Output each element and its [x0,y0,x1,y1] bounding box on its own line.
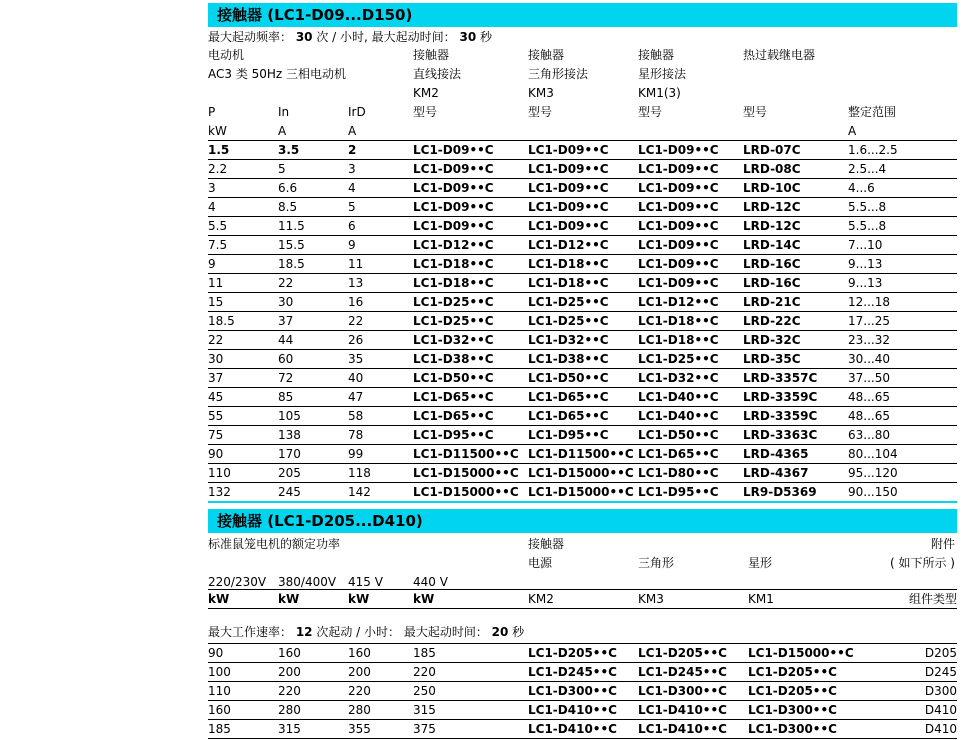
table-row [208,349,957,368]
table-row [208,178,957,197]
text-segment: 次起动 / 小时： 最大起动时间： [312,625,492,639]
cell: 6.6 [278,180,298,195]
cell: 2.5...4 [848,161,887,176]
unit-a-label: A [848,124,857,138]
cell: LC1-D15000••C [748,645,854,660]
value-start-time: 20 [491,625,509,639]
contactor-group-label: 接触器 [413,48,450,62]
cell: LC1-D245••C [638,664,727,679]
cell: 3 [208,180,216,195]
cell: D410 [924,721,957,736]
cell: LC1-D50••C [638,427,719,442]
cell: LC1-D09••C [413,218,494,233]
unit-kw-label: kW [413,592,435,606]
table-row [208,311,957,330]
cell: 220 [278,683,301,698]
cell: LC1-D205••C [748,683,837,698]
km1-label: KM1(3) [638,86,681,100]
cell: 315 [278,721,301,736]
km3-label: KM3 [638,592,664,606]
cell: D410 [924,702,957,717]
cell: 17...25 [848,313,890,328]
cell: 132 [208,484,231,499]
cell: 185 [413,645,436,660]
cell: 142 [348,484,371,499]
cell: 22 [348,313,364,328]
cell: 90 [208,645,224,660]
cell: LC1-D15000••C [413,465,519,480]
voltage-header: 415 V [348,575,383,589]
cell: LC1-D18••C [528,275,609,290]
cell: LRD-12C [743,218,801,233]
cell: LC1-D12••C [413,237,494,252]
table1-bottom-rule [208,501,957,503]
cell: 55 [208,408,224,423]
cell: D300 [924,683,957,698]
cell: 5.5...8 [848,218,887,233]
cell: 5 [348,199,356,214]
cell: LC1-D25••C [528,294,609,309]
cell: LRD-35C [743,351,801,366]
cell: 11 [208,275,224,290]
cell: LC1-D95••C [528,427,609,442]
cell: 8.5 [278,199,298,214]
component-type-label: 组件类型 [908,592,957,606]
cell: LC1-D18••C [638,332,719,347]
km2-label: KM2 [528,592,554,606]
cell: 4...6 [848,180,875,195]
cell: D205 [924,645,957,660]
cell: LC1-D205••C [748,664,837,679]
cell: LC1-D09••C [638,256,719,271]
cell: LC1-D15000••C [528,484,634,499]
cell: 110 [208,683,231,698]
cell: LRD-14C [743,237,801,252]
cell: LC1-D80••C [638,465,719,480]
cell: 3.5 [278,142,300,157]
cell: 250 [413,683,436,698]
contactor-group-label: 接触器 [528,48,565,62]
column-header-in: In [278,105,290,119]
cell: LRD-3363C [743,427,818,442]
cell: 2.2 [208,161,228,176]
cell: 18.5 [278,256,305,271]
cell: 72 [278,370,294,385]
table-row [208,387,957,406]
cell: LC1-D09••C [528,142,609,157]
cell: 200 [278,664,301,679]
cell: 85 [278,389,294,404]
cell: LRD-22C [743,313,801,328]
unit-a-label: A [278,124,287,138]
cell: 9...13 [848,275,883,290]
cell: LC1-D09••C [413,180,494,195]
cell: LC1-D32••C [528,332,609,347]
cell: LRD-32C [743,332,801,347]
table-row [208,159,957,178]
cell: 37...50 [848,370,890,385]
table-row [208,273,957,292]
cell: LC1-D32••C [638,370,719,385]
cell: 7.5 [208,237,228,252]
cell: LRD-10C [743,180,801,195]
cell: LC1-D09••C [638,218,719,233]
cell: 170 [278,446,301,461]
cell: LRD-4367 [743,465,809,480]
cell: 48...65 [848,408,890,423]
cell: LC1-D09••C [413,161,494,176]
text-segment: 秒 [476,30,492,44]
table-row [208,463,957,482]
unit-a-label: A [348,124,357,138]
cell: LC1-D300••C [748,721,837,736]
cell: LRD-08C [743,161,801,176]
table-row [208,643,957,662]
cell: 100 [208,664,231,679]
cell: 58 [348,408,364,423]
max-operating-rate-line [208,625,524,640]
rated-power-label: 标准鼠笼电机的额定功率 [208,537,341,551]
cell: 205 [278,465,301,480]
cell: 118 [348,465,371,480]
cell: 75 [208,427,224,442]
table-row [208,444,957,463]
cell: 60 [278,351,294,366]
cell: 22 [208,332,224,347]
unit-kw-label: kW [208,592,230,606]
contactor-table-1 [208,140,957,501]
km2-label: KM2 [413,86,439,100]
column-header-model: 型号 [413,105,438,119]
kw-header-row [208,589,957,609]
value-start-rate: 30 [295,30,313,44]
line-connection-label: 直线接法 [413,67,462,81]
cell: LC1-D40••C [638,389,719,404]
overload-relay-label: 热过载继电器 [743,48,816,62]
voltage-header: 220/230V [208,575,267,589]
cell: LC1-D09••C [528,218,609,233]
cell: 37 [278,313,294,328]
delta-connection-label: 三角形接法 [528,67,589,81]
cell: LC1-D410••C [638,721,727,736]
cell: 30 [278,294,294,309]
table-row [208,700,957,719]
cell: LRD-3359C [743,389,818,404]
cell: LC1-D15000••C [413,484,519,499]
cell: 1.5 [208,142,230,157]
voltage-header: 440 V [413,575,448,589]
table2-bottom-rule [208,738,957,739]
cell: LC1-D205••C [638,645,727,660]
cell: 99 [348,446,364,461]
text-segment: 秒 [508,625,525,639]
cell: 45 [208,389,224,404]
cell: LC1-D18••C [413,256,494,271]
table-row [208,292,957,311]
text-segment: 次 / 小时, 最大起动时间： [312,30,460,44]
cell: LC1-D09••C [638,275,719,290]
table-row [208,719,957,738]
cell: LC1-D65••C [528,389,609,404]
motor-type-label: AC3 类 50Hz 三相电动机 [208,67,347,81]
section1-title-bar [208,3,957,27]
cell: 80...104 [848,446,898,461]
cell: LC1-D245••C [528,664,617,679]
cell: LC1-D65••C [413,408,494,423]
cell: 40 [348,370,364,385]
cell: 37 [208,370,224,385]
cell: LC1-D65••C [638,446,719,461]
cell: LC1-D09••C [413,199,494,214]
cell: 9...13 [848,256,883,271]
cell: 9 [208,256,216,271]
cell: 315 [413,702,436,717]
cell: LC1-D18••C [638,313,719,328]
cell: 63...80 [848,427,890,442]
contactor-table-2 [208,643,957,738]
cell: 280 [278,702,301,717]
accessory-sub-label: ( 如下所示 ) [890,556,955,570]
cell: 160 [348,645,371,660]
cell: 7...10 [848,237,883,252]
star-connection-label: 星形接法 [638,67,687,81]
cell: 47 [348,389,364,404]
cell: LC1-D50••C [413,370,494,385]
cell: LC1-D410••C [528,702,617,717]
max-start-frequency-line [208,30,492,45]
text-segment: 最大起动频率： [208,30,296,44]
cell: 220 [413,664,436,679]
cell: LC1-D65••C [413,389,494,404]
cell: LC1-D410••C [528,721,617,736]
table-row [208,216,957,235]
section2-title-bar [208,509,957,533]
cell: 245 [278,484,301,499]
cell: 30...40 [848,351,890,366]
cell: LC1-D95••C [638,484,719,499]
table-row [208,425,957,444]
cell: LC1-D40••C [638,408,719,423]
voltage-header: 380/400V [278,575,337,589]
table-row [208,662,957,681]
cell: LRD-16C [743,275,801,290]
value-start-time: 30 [459,30,477,44]
table-row [208,681,957,700]
cell: LC1-D25••C [413,294,494,309]
cell: 5.5...8 [848,199,887,214]
accessory-label: 附件 [930,537,955,551]
cell: 44 [278,332,294,347]
unit-kw-label: kW [278,592,300,606]
cell: LC1-D300••C [528,683,617,698]
cell: LC1-D25••C [638,351,719,366]
column-header-p: P [208,105,216,119]
cell: 13 [348,275,364,290]
value-operating-rate: 12 [295,625,313,639]
table-row [208,368,957,387]
cell: 1.6...2.5 [848,142,898,157]
cell: LRD-07C [743,142,801,157]
cell: 48...65 [848,389,890,404]
cell: LC1-D09••C [413,142,494,157]
table-row [208,197,957,216]
table-row [208,254,957,273]
cell: LC1-D09••C [528,180,609,195]
cell: LRD-3359C [743,408,818,423]
cell: LC1-D410••C [638,702,727,717]
column-header-model: 型号 [743,105,768,119]
cell: LC1-D09••C [528,161,609,176]
table-row [208,482,957,501]
cell: 9 [348,237,356,252]
cell: 5.5 [208,218,228,233]
cell: 355 [348,721,371,736]
cell: 200 [348,664,371,679]
table-row [208,406,957,425]
km3-label: KM3 [528,86,554,100]
table-row [208,235,957,254]
cell: 4 [348,180,356,195]
star-label: 星形 [748,556,773,570]
cell: LC1-D09••C [638,142,719,157]
cell: 15 [208,294,224,309]
cell: 90...150 [848,484,898,499]
column-header-model: 型号 [638,105,663,119]
cell: 11 [348,256,364,271]
cell: 16 [348,294,364,309]
cell: 220 [348,683,371,698]
cell: LC1-D65••C [528,408,609,423]
cell: LC1-D12••C [528,237,609,252]
text-segment: 最大工作速率： [208,625,296,639]
cell: 280 [348,702,371,717]
cell: LC1-D25••C [528,313,609,328]
cell: LC1-D32••C [413,332,494,347]
cell: 11.5 [278,218,305,233]
cell: LC1-D38••C [528,351,609,366]
cell: 95...120 [848,465,898,480]
cell: LC1-D12••C [638,294,719,309]
cell: LC1-D11500••C [413,446,519,461]
contactor-group-label: 接触器 [638,48,675,62]
cell: 4 [208,199,216,214]
cell: LRD-12C [743,199,801,214]
cell: LR9-D5369 [743,484,817,499]
section2-title: 接触器 (LC1-D205...D410) [217,512,423,530]
km1-label: KM1 [748,592,774,606]
cell: LC1-D300••C [748,702,837,717]
cell: 185 [208,721,231,736]
cell: 138 [278,427,301,442]
cell: LC1-D09••C [638,199,719,214]
cell: LC1-D95••C [413,427,494,442]
cell: LRD-3357C [743,370,818,385]
cell: LC1-D18••C [413,275,494,290]
unit-kw-label: kW [348,592,370,606]
cell: LC1-D18••C [528,256,609,271]
cell: 26 [348,332,364,347]
cell: LC1-D205••C [528,645,617,660]
cell: 110 [208,465,231,480]
unit-kw-label: kW [208,124,227,138]
cell: LC1-D50••C [528,370,609,385]
cell: 22 [278,275,294,290]
motor-group-label: 电动机 [208,48,245,62]
cell: LRD-16C [743,256,801,271]
column-header-model: 型号 [528,105,553,119]
delta-label: 三角形 [638,556,675,570]
cell: 18.5 [208,313,235,328]
cell: 78 [348,427,364,442]
cell: 105 [278,408,301,423]
cell: LC1-D15000••C [528,465,634,480]
cell: LC1-D38••C [413,351,494,366]
cell: 90 [208,446,224,461]
cell: LRD-21C [743,294,801,309]
cell: 23...32 [848,332,890,347]
cell: D245 [924,664,957,679]
cell: 3 [348,161,356,176]
cell: 15.5 [278,237,305,252]
cell: 35 [348,351,364,366]
table-row [208,140,957,159]
cell: 30 [208,351,224,366]
cell: LC1-D25••C [413,313,494,328]
column-header-ird: IrD [348,105,366,119]
column-header-range: 整定范围 [848,105,897,119]
cell: LC1-D09••C [638,161,719,176]
cell: LC1-D09••C [528,199,609,214]
section1-title: 接触器 (LC1-D09...D150) [217,6,413,24]
cell: 160 [208,702,231,717]
table-row [208,330,957,349]
cell: LRD-4365 [743,446,809,461]
cell: LC1-D09••C [638,180,719,195]
cell: LC1-D09••C [638,237,719,252]
cell: 6 [348,218,356,233]
cell: LC1-D11500••C [528,446,634,461]
cell: 5 [278,161,286,176]
cell: 12...18 [848,294,890,309]
contactor-group-label: 接触器 [528,537,565,551]
cell: 375 [413,721,436,736]
cell: 160 [278,645,301,660]
power-source-label: 电源 [528,556,553,570]
cell: 2 [348,142,357,157]
cell: LC1-D300••C [638,683,727,698]
